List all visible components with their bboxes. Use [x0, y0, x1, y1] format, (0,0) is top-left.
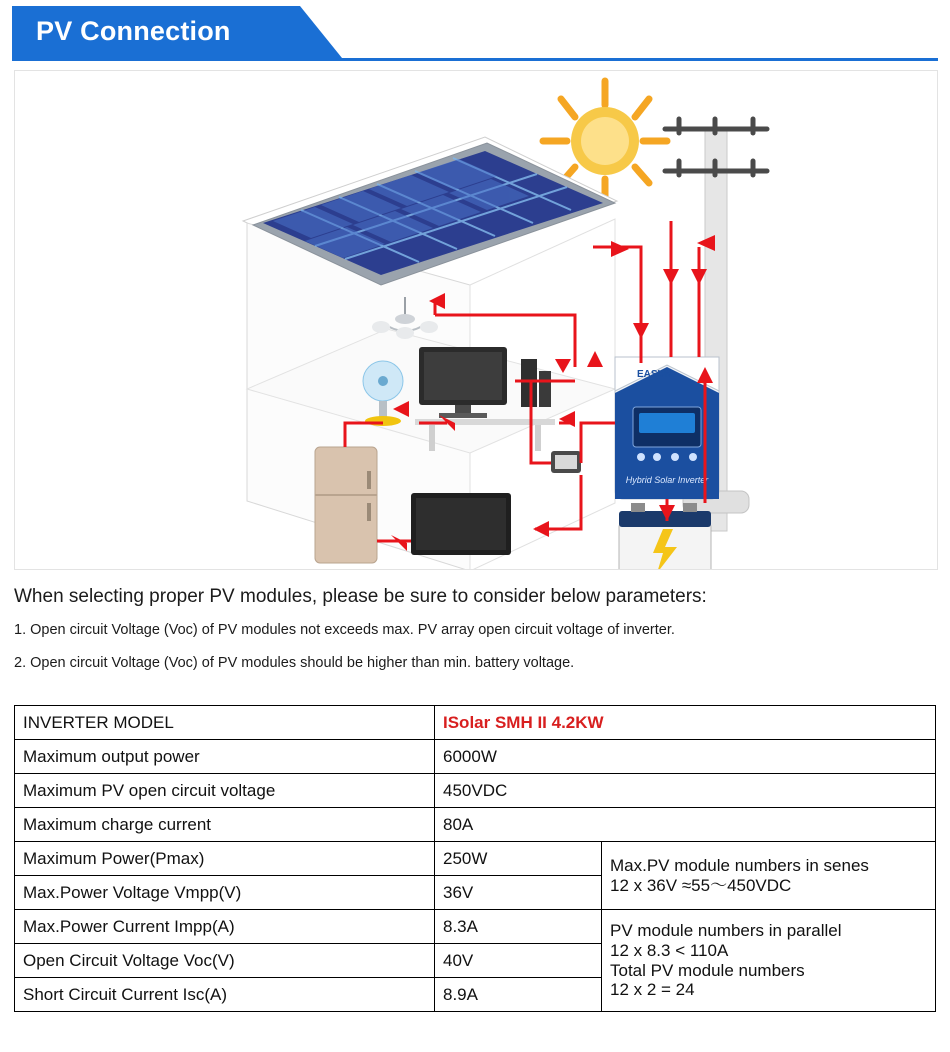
cell-value: 450VDC	[435, 774, 936, 808]
television	[411, 493, 511, 555]
page-header	[0, 0, 950, 62]
inverter-brand-text: EASUN	[637, 369, 673, 380]
spec-table-wrapper	[14, 705, 936, 1012]
cell-label: Max.Power Current Impp(A)	[15, 910, 435, 944]
table-row	[15, 774, 936, 808]
cell-value: 40V	[435, 944, 602, 978]
header-divider	[12, 58, 938, 61]
spec-table	[14, 705, 936, 1012]
series-note-title: Max.PV module numbers in senes	[610, 855, 869, 875]
cell-value: 250W	[435, 842, 602, 876]
table-row	[15, 910, 936, 944]
cell-label: Maximum Power(Pmax)	[15, 842, 435, 876]
distribution-box	[551, 451, 581, 473]
table-row	[15, 740, 936, 774]
page-title: PV Connection	[36, 16, 231, 46]
cell-value: 8.3A	[435, 910, 602, 944]
table-row-model	[15, 706, 936, 740]
cell-label: Short Circuit Current Isc(A)	[15, 978, 435, 1012]
pv-connection-illustration	[14, 70, 938, 570]
refrigerator	[315, 447, 377, 563]
total-note-calc: 12 x 2 = 24	[610, 980, 695, 1000]
table-row	[15, 842, 936, 876]
cell-value: 80A	[435, 808, 936, 842]
parallel-note-calc: 12 x 8.3 < 110A	[610, 940, 729, 960]
note-line-2: 2. Open circuit Voltage (Voc) of PV modules should be higher than min. battery voltage.	[14, 655, 575, 671]
cell-value: 36V	[435, 876, 602, 910]
cell-label: Maximum output power	[15, 740, 435, 774]
cell-label: Maximum charge current	[15, 808, 435, 842]
cell-label: Maximum PV open circuit voltage	[15, 774, 435, 808]
lead-paragraph: When selecting proper PV modules, please be sure to consider below parameters:	[14, 586, 707, 607]
total-note-title: Total PV module numbers	[610, 960, 805, 980]
cell-model-value: ISolar SMH II 4.2KW	[435, 706, 936, 740]
cell-model-label: INVERTER MODEL	[15, 706, 435, 740]
parallel-note-title: PV module numbers in parallel	[610, 921, 842, 941]
cell-parallel-note	[602, 910, 936, 1012]
cell-label: Max.Power Voltage Vmpp(V)	[15, 876, 435, 910]
table-row	[15, 808, 936, 842]
cell-label: Open Circuit Voltage Voc(V)	[15, 944, 435, 978]
note-line-1: 1. Open circuit Voltage (Voc) of PV modules not exceeds max. PV array open circuit voltage of inverter.	[14, 622, 675, 638]
series-note-calc: 12 x 36V ≈55〜450VDC	[610, 875, 792, 895]
cell-value: 6000W	[435, 740, 936, 774]
inverter-label-text: Hybrid Solar Inverter	[625, 475, 709, 485]
cell-series-note	[602, 842, 936, 910]
system-diagram-svg	[15, 71, 937, 569]
cell-value: 8.9A	[435, 978, 602, 1012]
